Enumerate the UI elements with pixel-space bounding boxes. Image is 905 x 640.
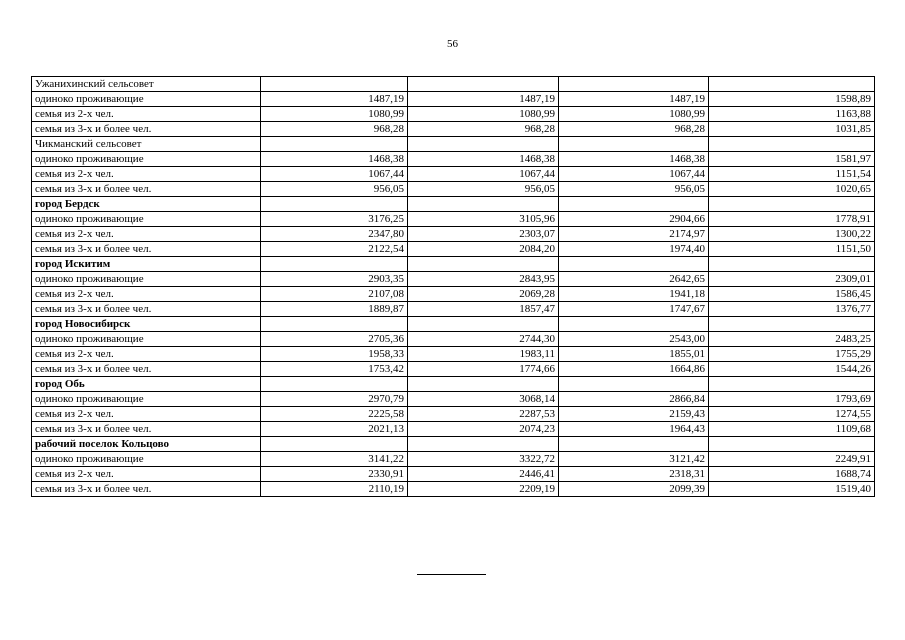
value-cell-col2: 2744,30: [408, 332, 559, 347]
table-row: [32, 182, 875, 197]
value-cell-col4: 2249,91: [709, 452, 875, 467]
row-label: одиноко проживающие: [32, 92, 261, 107]
value-cell-col1: 3176,25: [261, 212, 408, 227]
row-label: семья из 2-х чел.: [32, 107, 261, 122]
value-cell-col2: 1774,66: [408, 362, 559, 377]
row-label: одиноко проживающие: [32, 392, 261, 407]
value-cell-col1: 2903,35: [261, 272, 408, 287]
value-cell-col1: 968,28: [261, 122, 408, 137]
value-cell-col3: 1067,44: [559, 167, 709, 182]
value-cell-col1: [261, 377, 408, 392]
row-label: семья из 3-х и более чел.: [32, 242, 261, 257]
value-cell-col1: [261, 197, 408, 212]
row-label: семья из 3-х и более чел.: [32, 182, 261, 197]
value-cell-col3: 1747,67: [559, 302, 709, 317]
value-cell-col3: 2318,31: [559, 467, 709, 482]
value-cell-col4: 1151,54: [709, 167, 875, 182]
row-label: одиноко проживающие: [32, 152, 261, 167]
value-cell-col4: 1163,88: [709, 107, 875, 122]
value-cell-col1: 2330,91: [261, 467, 408, 482]
row-label: семья из 2-х чел.: [32, 467, 261, 482]
value-cell-col4: 1300,22: [709, 227, 875, 242]
value-cell-col2: 2069,28: [408, 287, 559, 302]
row-label: семья из 2-х чел.: [32, 347, 261, 362]
row-label: одиноко проживающие: [32, 212, 261, 227]
table-row: [32, 407, 875, 422]
value-cell-col3: [559, 77, 709, 92]
value-cell-col1: [261, 77, 408, 92]
value-cell-col2: 1983,11: [408, 347, 559, 362]
value-cell-col1: 2347,80: [261, 227, 408, 242]
value-cell-col4: 1793,69: [709, 392, 875, 407]
value-cell-col3: 1855,01: [559, 347, 709, 362]
value-cell-col3: 2543,00: [559, 332, 709, 347]
value-cell-col4: 2309,01: [709, 272, 875, 287]
table-row: [32, 362, 875, 377]
value-cell-col3: 968,28: [559, 122, 709, 137]
value-cell-col2: [408, 317, 559, 332]
value-cell-col2: 1468,38: [408, 152, 559, 167]
value-cell-col1: 1958,33: [261, 347, 408, 362]
value-cell-col4: 1544,26: [709, 362, 875, 377]
value-cell-col1: 1889,87: [261, 302, 408, 317]
table-row: [32, 212, 875, 227]
table-row: [32, 422, 875, 437]
value-cell-col1: 2705,36: [261, 332, 408, 347]
value-cell-col4: [709, 257, 875, 272]
value-cell-col2: [408, 257, 559, 272]
table-row: [32, 167, 875, 182]
value-cell-col4: 1688,74: [709, 467, 875, 482]
value-cell-col4: [709, 377, 875, 392]
value-cell-col4: 1151,50: [709, 242, 875, 257]
table-body: [32, 77, 875, 497]
footer-rule: [417, 574, 486, 575]
value-cell-col1: 2110,19: [261, 482, 408, 497]
value-cell-col2: [408, 437, 559, 452]
table-row: [32, 77, 875, 92]
value-cell-col3: 2174,97: [559, 227, 709, 242]
row-label: одиноко проживающие: [32, 452, 261, 467]
section-heading: город Искитим: [32, 257, 261, 272]
table-row: [32, 137, 875, 152]
value-cell-col3: [559, 317, 709, 332]
table-section-row: [32, 437, 875, 452]
value-cell-col1: 1468,38: [261, 152, 408, 167]
value-cell-col1: [261, 137, 408, 152]
value-cell-col2: 1487,19: [408, 92, 559, 107]
table-section-row: [32, 257, 875, 272]
table-row: [32, 452, 875, 467]
value-cell-col2: [408, 377, 559, 392]
value-cell-col1: 1080,99: [261, 107, 408, 122]
row-label: одиноко проживающие: [32, 272, 261, 287]
value-cell-col4: 1581,97: [709, 152, 875, 167]
value-cell-col4: 1755,29: [709, 347, 875, 362]
value-cell-col1: 956,05: [261, 182, 408, 197]
row-label: семья из 3-х и более чел.: [32, 482, 261, 497]
value-cell-col4: 1376,77: [709, 302, 875, 317]
row-label: Чикманский сельсовет: [32, 137, 261, 152]
section-heading: рабочий поселок Кольцово: [32, 437, 261, 452]
value-cell-col4: [709, 437, 875, 452]
value-cell-col3: 2099,39: [559, 482, 709, 497]
table-row: [32, 287, 875, 302]
value-cell-col4: [709, 77, 875, 92]
value-cell-col1: 2970,79: [261, 392, 408, 407]
value-cell-col3: [559, 377, 709, 392]
value-cell-col1: 2107,08: [261, 287, 408, 302]
value-cell-col3: [559, 437, 709, 452]
value-cell-col1: 3141,22: [261, 452, 408, 467]
value-cell-col1: 2122,54: [261, 242, 408, 257]
value-cell-col2: [408, 137, 559, 152]
table-row: [32, 122, 875, 137]
value-cell-col3: 1974,40: [559, 242, 709, 257]
section-heading: город Новосибирск: [32, 317, 261, 332]
value-cell-col2: 3068,14: [408, 392, 559, 407]
value-cell-col2: 1067,44: [408, 167, 559, 182]
row-label: семья из 3-х и более чел.: [32, 302, 261, 317]
value-cell-col3: 1468,38: [559, 152, 709, 167]
row-label: Ужанихинский сельсовет: [32, 77, 261, 92]
value-cell-col4: [709, 317, 875, 332]
value-cell-col4: 2483,25: [709, 332, 875, 347]
value-cell-col4: 1274,55: [709, 407, 875, 422]
row-label: семья из 2-х чел.: [32, 167, 261, 182]
value-cell-col3: 2642,65: [559, 272, 709, 287]
value-cell-col3: 3121,42: [559, 452, 709, 467]
value-cell-col2: 2084,20: [408, 242, 559, 257]
value-cell-col3: 956,05: [559, 182, 709, 197]
value-cell-col4: 1020,65: [709, 182, 875, 197]
table-row: [32, 332, 875, 347]
section-heading: город Обь: [32, 377, 261, 392]
table-row: [32, 272, 875, 287]
table-row: [32, 392, 875, 407]
value-cell-col1: 2225,58: [261, 407, 408, 422]
value-cell-col3: 1487,19: [559, 92, 709, 107]
value-cell-col1: 1753,42: [261, 362, 408, 377]
table-row: [32, 152, 875, 167]
value-cell-col2: 3322,72: [408, 452, 559, 467]
value-cell-col3: 1941,18: [559, 287, 709, 302]
value-cell-col1: [261, 317, 408, 332]
table-row: [32, 482, 875, 497]
row-label: семья из 3-х и более чел.: [32, 362, 261, 377]
value-cell-col1: [261, 437, 408, 452]
value-cell-col2: 1080,99: [408, 107, 559, 122]
table-row: [32, 302, 875, 317]
value-cell-col4: 1109,68: [709, 422, 875, 437]
value-cell-col4: 1778,91: [709, 212, 875, 227]
value-cell-col4: 1031,85: [709, 122, 875, 137]
row-label: семья из 3-х и более чел.: [32, 422, 261, 437]
row-label: семья из 2-х чел.: [32, 407, 261, 422]
value-cell-col2: 2446,41: [408, 467, 559, 482]
value-cell-col4: 1586,45: [709, 287, 875, 302]
value-cell-col2: 2303,07: [408, 227, 559, 242]
value-cell-col2: 2843,95: [408, 272, 559, 287]
value-cell-col2: 1857,47: [408, 302, 559, 317]
value-cell-col3: 2866,84: [559, 392, 709, 407]
value-cell-col2: 2287,53: [408, 407, 559, 422]
section-heading: город Бердск: [32, 197, 261, 212]
value-cell-col3: 1664,86: [559, 362, 709, 377]
value-cell-col3: 1964,43: [559, 422, 709, 437]
table-section-row: [32, 197, 875, 212]
data-table: [31, 76, 875, 497]
value-cell-col2: 3105,96: [408, 212, 559, 227]
value-cell-col1: 1067,44: [261, 167, 408, 182]
table-row: [32, 467, 875, 482]
value-cell-col2: [408, 77, 559, 92]
table-row: [32, 347, 875, 362]
value-cell-col2: 968,28: [408, 122, 559, 137]
row-label: семья из 2-х чел.: [32, 227, 261, 242]
row-label: семья из 3-х и более чел.: [32, 122, 261, 137]
value-cell-col2: 956,05: [408, 182, 559, 197]
value-cell-col4: [709, 137, 875, 152]
value-cell-col3: [559, 257, 709, 272]
value-cell-col4: 1519,40: [709, 482, 875, 497]
table-section-row: [32, 317, 875, 332]
value-cell-col3: [559, 197, 709, 212]
value-cell-col1: 2021,13: [261, 422, 408, 437]
value-cell-col3: 2159,43: [559, 407, 709, 422]
value-cell-col3: 1080,99: [559, 107, 709, 122]
value-cell-col2: [408, 197, 559, 212]
page-number: 56: [447, 38, 458, 50]
table-row: [32, 242, 875, 257]
value-cell-col1: [261, 257, 408, 272]
table-row: [32, 227, 875, 242]
value-cell-col4: [709, 197, 875, 212]
value-cell-col2: 2209,19: [408, 482, 559, 497]
value-cell-col3: [559, 137, 709, 152]
value-cell-col1: 1487,19: [261, 92, 408, 107]
row-label: семья из 2-х чел.: [32, 287, 261, 302]
table-row: [32, 107, 875, 122]
table-row: [32, 92, 875, 107]
row-label: одиноко проживающие: [32, 332, 261, 347]
value-cell-col2: 2074,23: [408, 422, 559, 437]
value-cell-col3: 2904,66: [559, 212, 709, 227]
value-cell-col4: 1598,89: [709, 92, 875, 107]
table-section-row: [32, 377, 875, 392]
